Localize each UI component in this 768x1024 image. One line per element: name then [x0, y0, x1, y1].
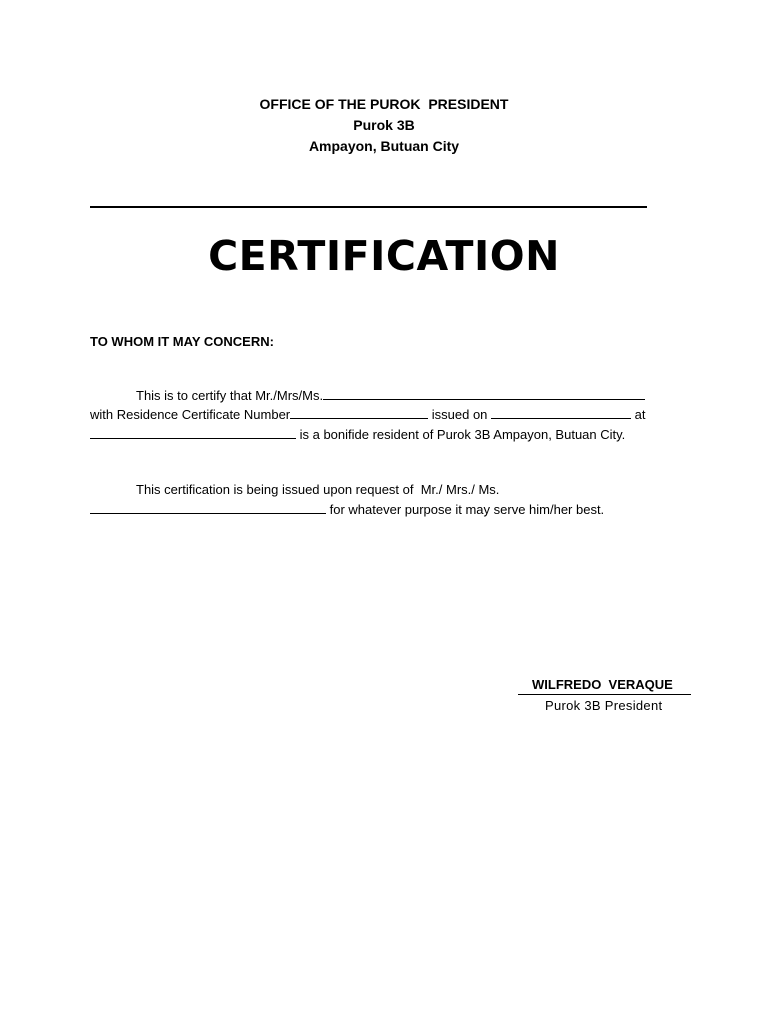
certify-line	[136, 386, 645, 405]
office-title: OFFICE OF THE PUROK PRESIDENT	[259, 96, 509, 112]
residence-line	[90, 405, 645, 424]
purpose-line	[90, 500, 604, 519]
document-title: CERTIFICATION	[208, 232, 560, 280]
residence-cert-number-blank[interactable]	[290, 405, 428, 419]
request-line	[136, 481, 499, 499]
request-text: This certification is being issued upon request of Mr./ Mrs./ Ms.	[136, 482, 500, 497]
resident-name-blank[interactable]	[323, 386, 645, 400]
issued-at-label: at	[631, 407, 646, 422]
purok-name: Purok 3B	[353, 117, 415, 133]
issued-date-blank[interactable]	[491, 405, 631, 419]
letterhead	[0, 94, 768, 157]
residence-cert-label: with Residence Certificate Number	[90, 407, 291, 422]
signatory-name: WILFREDO VERAQUE	[518, 676, 691, 695]
office-address: Ampayon, Butuan City	[308, 138, 460, 154]
signatory-position: Purok 3B President	[545, 698, 663, 713]
header-divider	[90, 206, 647, 208]
certify-text: This is to certify that Mr./Mrs/Ms.	[136, 388, 324, 403]
resident-line	[90, 425, 625, 444]
issued-on-label: issued on	[428, 407, 492, 422]
purpose-text: for whatever purpose it may serve him/her best.	[326, 502, 605, 517]
bonafide-text: is a bonifide resident of Purok 3B Ampayon, Butuan City.	[296, 427, 626, 442]
issued-place-blank[interactable]	[90, 425, 296, 439]
requester-name-blank[interactable]	[90, 500, 326, 514]
salutation: TO WHOM IT MAY CONCERN:	[90, 334, 274, 349]
